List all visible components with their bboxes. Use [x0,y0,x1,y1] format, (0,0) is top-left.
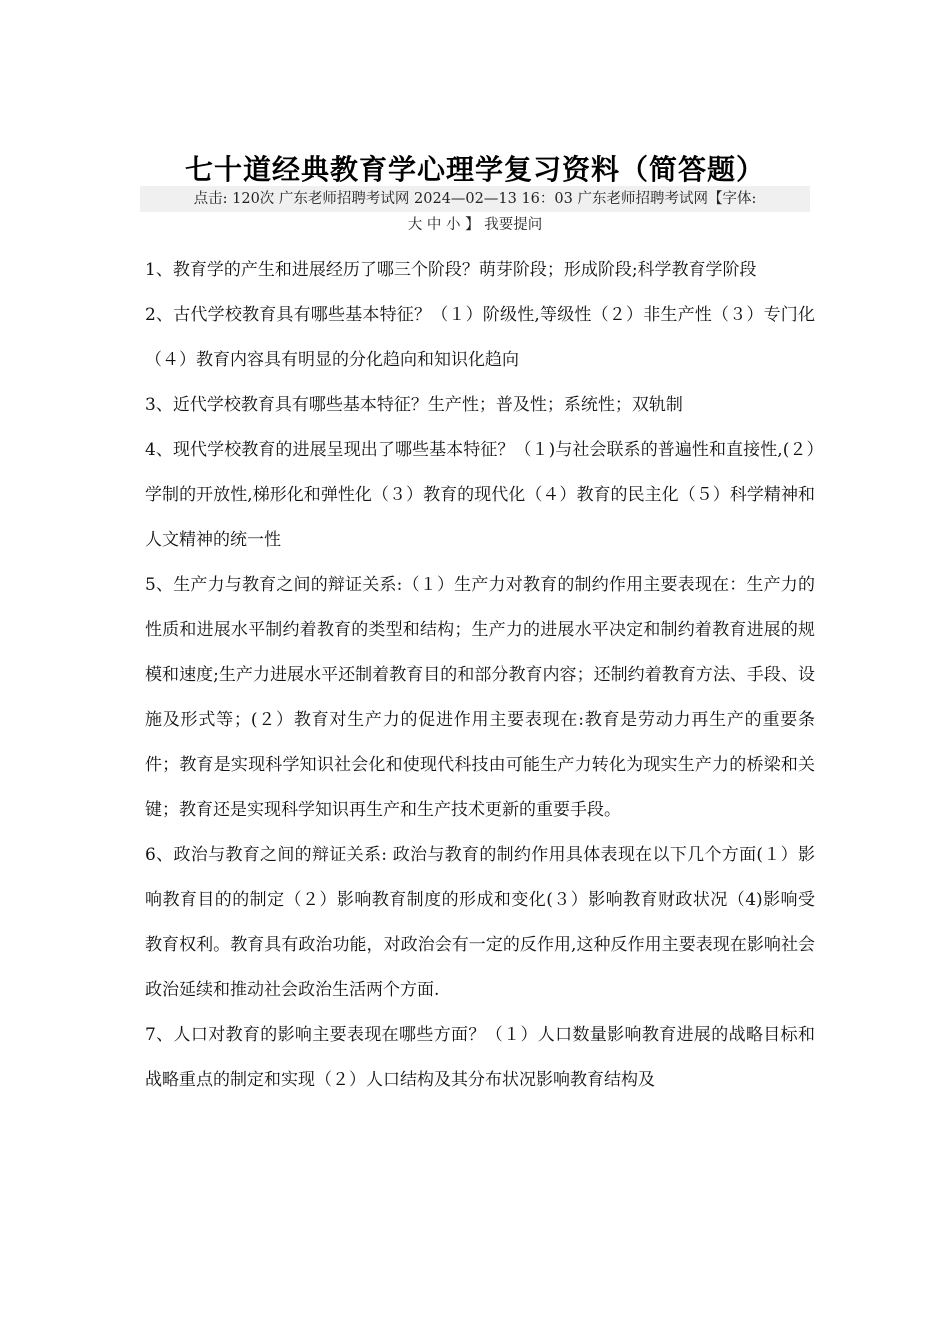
article-meta [140,186,810,238]
paragraph-1: 1、教育学的产生和进展经历了哪三个阶段？萌芽阶段；形成阶段;科学教育学阶段 [145,260,757,280]
paragraph-6: 6、政治与教育之间的辩证关系: 政治与教育的制约作用具体表现在以下几个方面(１）影响教育目的的制定（２）影响教育制度的形成和变化(３）影响教育财政状况（4)影响受教育权利。教育具有政治功能，对政治会有一定的反作用,这种反作用主要表现在影响社会政治延续和推动社会政治生活两个方面. [145,845,815,1000]
paragraph-3: 3、近代学校教育具有哪些基本特征？生产性；普及性；系统性；双轨制 [145,395,683,415]
paragraph-2: 2、古代学校教育具有哪些基本特征？（１）阶级性,等级性（２）非生产性（３）专门化（４）教育内容具有明显的分化趋向和知识化趋向 [145,305,815,370]
meta-line-1: 点击: 120次 广东老师招聘考试网 2024—02—13 16：03 广东老师招聘考试网【字体: [140,186,810,212]
paragraph-7: 7、人口对教育的影响主要表现在哪些方面？（１）人口数量影响教育进展的战略目标和战略重点的制定和实现（２）人口结构及其分布状况影响教育结构及 [145,1025,815,1090]
paragraph-5: 5、生产力与教育之间的辩证关系:（１）生产力对教育的制约作用主要表现在：生产力的性质和进展水平制约着教育的类型和结构；生产力的进展水平决定和制约着教育进展的规模和速度;生产力进展水平还制着教育目的和部分教育内容；还制约着教育方法、手段、设施及形式等；(２）教育对生产力的促进作用主要表现在:教育是劳动力再生产的重要条件；教育是实现科学知识社会化和使现代科技由可能生产力转化为现实生产力的桥梁和关键；教育还是实现科学知识再生产和生产技术更新的重要手段。 [145,575,815,820]
paragraph-4: 4、现代学校教育的进展呈现出了哪些基本特征？（１)与社会联系的普遍性和直接性,(２）学制的开放性,梯形化和弹性化（３）教育的现代化（４）教育的民主化（５）科学精神和人文精神的统一性 [145,440,815,550]
document-title: 七十道经典教育学心理学复习资料（简答题） [184,152,765,186]
article-body [145,248,815,1103]
meta-line-2: 大 中 小 】 我要提问 [407,217,543,233]
